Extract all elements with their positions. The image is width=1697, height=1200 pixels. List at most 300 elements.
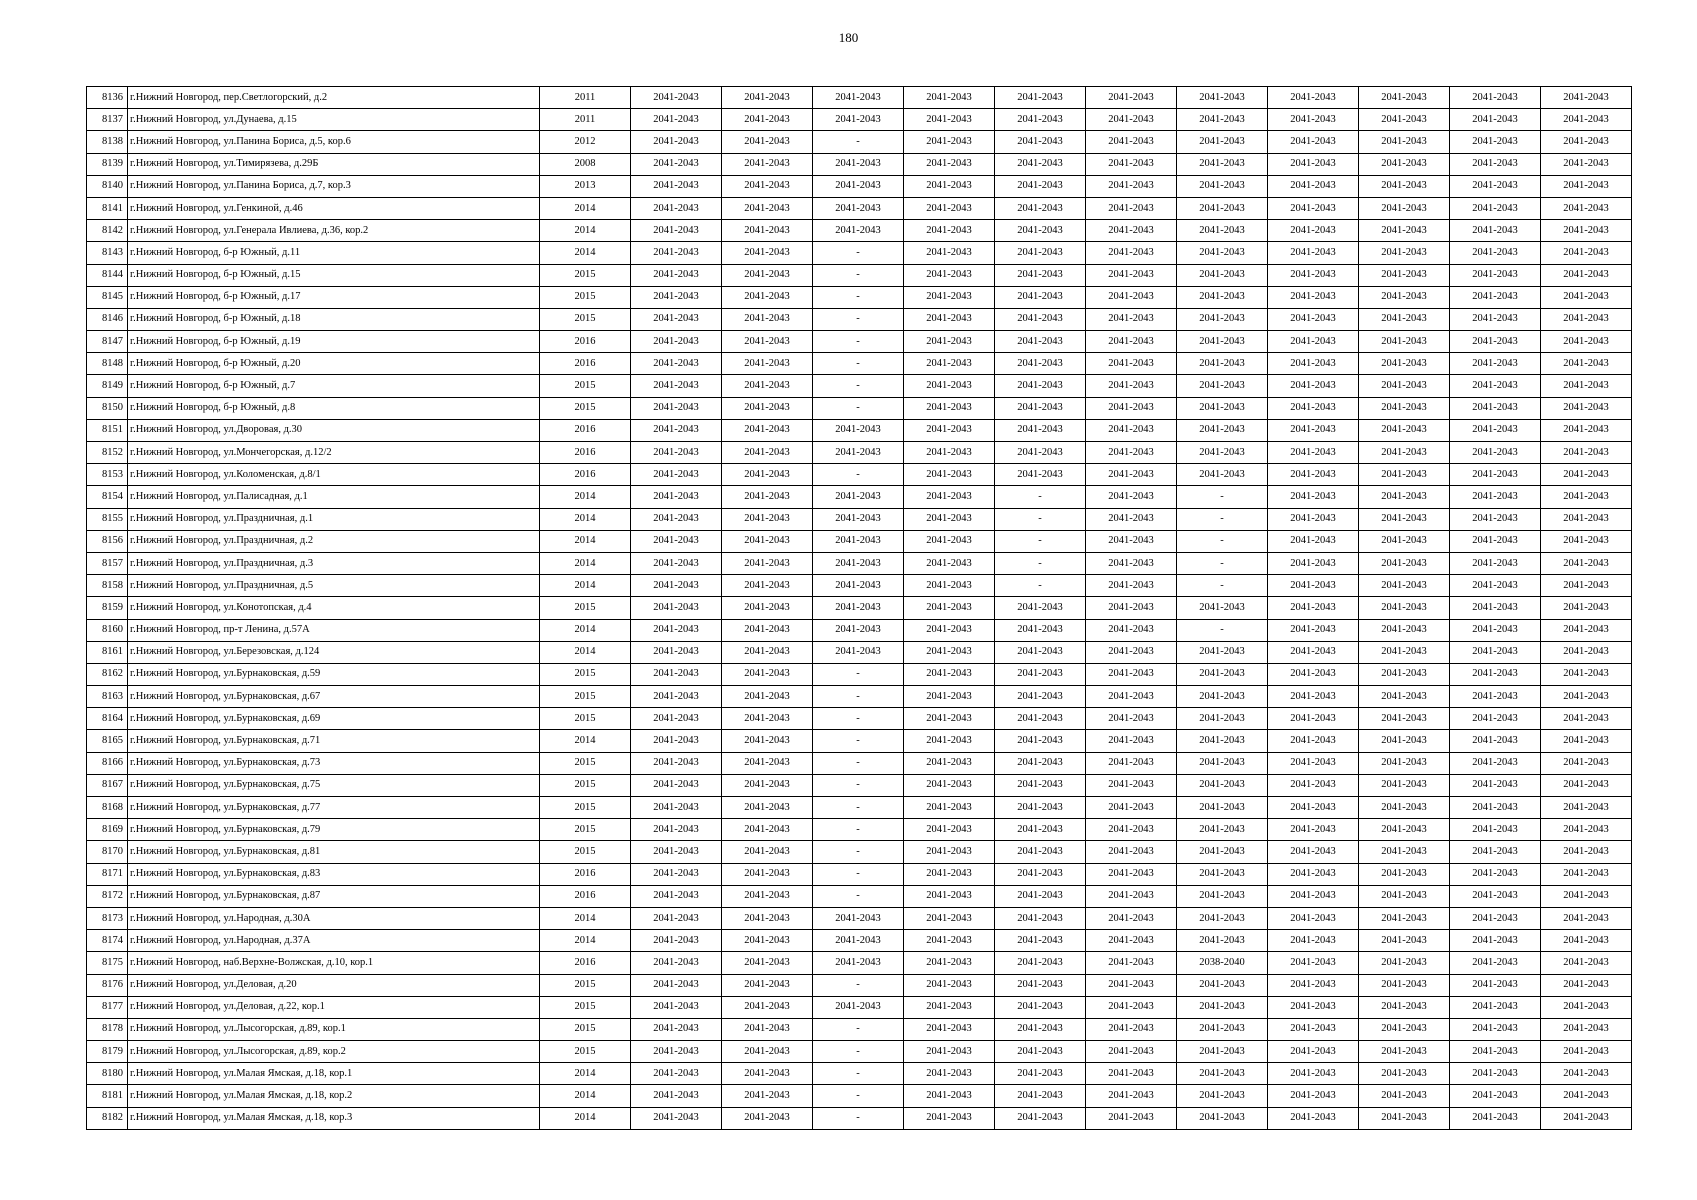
period-cell: - bbox=[813, 885, 904, 907]
period-cell: 2041-2043 bbox=[1450, 442, 1541, 464]
period-cell: 2041-2043 bbox=[1177, 774, 1268, 796]
period-cell: 2041-2043 bbox=[631, 885, 722, 907]
period-cell: 2041-2043 bbox=[995, 375, 1086, 397]
period-cell: - bbox=[813, 1018, 904, 1040]
period-cell: 2041-2043 bbox=[1177, 87, 1268, 109]
period-cell: 2041-2043 bbox=[1541, 819, 1632, 841]
period-cell: 2041-2043 bbox=[995, 841, 1086, 863]
period-cell: 2041-2043 bbox=[1086, 885, 1177, 907]
period-cell: 2041-2043 bbox=[1359, 530, 1450, 552]
period-cell: 2041-2043 bbox=[1359, 663, 1450, 685]
table-row bbox=[87, 575, 1632, 597]
period-cell: 2041-2043 bbox=[813, 197, 904, 219]
year-cell: 2011 bbox=[540, 109, 631, 131]
year-cell: 2015 bbox=[540, 996, 631, 1018]
period-cell: 2041-2043 bbox=[1086, 153, 1177, 175]
period-cell: 2041-2043 bbox=[722, 464, 813, 486]
row-number-cell: 8168 bbox=[87, 797, 128, 819]
period-cell: 2041-2043 bbox=[904, 220, 995, 242]
period-cell: 2041-2043 bbox=[1541, 952, 1632, 974]
table-row bbox=[87, 619, 1632, 641]
row-number-cell: 8149 bbox=[87, 375, 128, 397]
period-cell: 2041-2043 bbox=[813, 220, 904, 242]
period-cell: 2041-2043 bbox=[1541, 175, 1632, 197]
row-number-cell: 8138 bbox=[87, 131, 128, 153]
period-cell: - bbox=[813, 974, 904, 996]
period-cell: 2041-2043 bbox=[1450, 175, 1541, 197]
table-row bbox=[87, 885, 1632, 907]
address-cell: г.Нижний Новгород, ул.Лысогорская, д.89, кор.2 bbox=[128, 1041, 540, 1063]
period-cell: 2041-2043 bbox=[813, 175, 904, 197]
period-cell: 2041-2043 bbox=[1359, 552, 1450, 574]
table-row bbox=[87, 486, 1632, 508]
period-cell: 2041-2043 bbox=[995, 1063, 1086, 1085]
table-row bbox=[87, 286, 1632, 308]
period-cell: 2041-2043 bbox=[1268, 1085, 1359, 1107]
period-cell: 2041-2043 bbox=[904, 619, 995, 641]
row-number-cell: 8176 bbox=[87, 974, 128, 996]
period-cell: 2041-2043 bbox=[995, 597, 1086, 619]
period-cell: 2041-2043 bbox=[995, 442, 1086, 464]
year-cell: 2008 bbox=[540, 153, 631, 175]
period-cell: 2041-2043 bbox=[631, 752, 722, 774]
address-cell: г.Нижний Новгород, ул.Бурнаковская, д.69 bbox=[128, 708, 540, 730]
table-row bbox=[87, 708, 1632, 730]
period-cell: 2041-2043 bbox=[1268, 131, 1359, 153]
table-row bbox=[87, 730, 1632, 752]
period-cell: 2041-2043 bbox=[722, 375, 813, 397]
address-cell: г.Нижний Новгород, ул.Березовская, д.124 bbox=[128, 641, 540, 663]
period-cell: 2041-2043 bbox=[1086, 641, 1177, 663]
period-cell: 2041-2043 bbox=[631, 1018, 722, 1040]
table-row bbox=[87, 597, 1632, 619]
period-cell: 2041-2043 bbox=[813, 996, 904, 1018]
period-cell: 2041-2043 bbox=[995, 308, 1086, 330]
period-cell: 2041-2043 bbox=[1268, 109, 1359, 131]
period-cell: - bbox=[813, 286, 904, 308]
row-number-cell: 8175 bbox=[87, 952, 128, 974]
period-cell: 2041-2043 bbox=[1268, 797, 1359, 819]
row-number-cell: 8159 bbox=[87, 597, 128, 619]
period-cell: 2041-2043 bbox=[1541, 774, 1632, 796]
period-cell: 2041-2043 bbox=[1450, 663, 1541, 685]
period-cell: 2041-2043 bbox=[1541, 153, 1632, 175]
period-cell: 2041-2043 bbox=[1541, 641, 1632, 663]
period-cell: 2041-2043 bbox=[722, 1107, 813, 1129]
period-cell: 2041-2043 bbox=[722, 530, 813, 552]
period-cell: 2041-2043 bbox=[1268, 819, 1359, 841]
period-cell: 2041-2043 bbox=[1177, 375, 1268, 397]
year-cell: 2014 bbox=[540, 530, 631, 552]
address-cell: г.Нижний Новгород, ул.Тимирязева, д.29Б bbox=[128, 153, 540, 175]
period-cell: 2041-2043 bbox=[1086, 353, 1177, 375]
period-cell: 2041-2043 bbox=[1359, 264, 1450, 286]
period-cell: 2041-2043 bbox=[995, 153, 1086, 175]
period-cell: 2041-2043 bbox=[1450, 419, 1541, 441]
period-cell: 2041-2043 bbox=[904, 353, 995, 375]
period-cell: 2041-2043 bbox=[1086, 220, 1177, 242]
address-cell: г.Нижний Новгород, ул.Бурнаковская, д.83 bbox=[128, 863, 540, 885]
period-cell: 2041-2043 bbox=[1450, 708, 1541, 730]
period-cell: - bbox=[813, 397, 904, 419]
year-cell: 2015 bbox=[540, 375, 631, 397]
period-cell: 2041-2043 bbox=[1450, 1018, 1541, 1040]
period-cell: 2041-2043 bbox=[813, 552, 904, 574]
row-number-cell: 8147 bbox=[87, 331, 128, 353]
period-cell: 2041-2043 bbox=[904, 1085, 995, 1107]
period-cell: 2041-2043 bbox=[1359, 153, 1450, 175]
period-cell: 2041-2043 bbox=[722, 552, 813, 574]
period-cell: 2041-2043 bbox=[904, 885, 995, 907]
address-cell: г.Нижний Новгород, пер.Светлогорский, д.2 bbox=[128, 87, 540, 109]
table-row bbox=[87, 686, 1632, 708]
period-cell: 2041-2043 bbox=[995, 686, 1086, 708]
table-row bbox=[87, 1018, 1632, 1040]
year-cell: 2016 bbox=[540, 419, 631, 441]
period-cell: - bbox=[813, 730, 904, 752]
period-cell: 2041-2043 bbox=[1177, 331, 1268, 353]
period-cell: 2041-2043 bbox=[995, 930, 1086, 952]
period-cell: 2041-2043 bbox=[1359, 708, 1450, 730]
period-cell: 2041-2043 bbox=[1086, 996, 1177, 1018]
period-cell: 2041-2043 bbox=[1086, 1018, 1177, 1040]
row-number-cell: 8153 bbox=[87, 464, 128, 486]
row-number-cell: 8140 bbox=[87, 175, 128, 197]
period-cell: 2041-2043 bbox=[1268, 286, 1359, 308]
table-row bbox=[87, 131, 1632, 153]
period-cell: 2041-2043 bbox=[1086, 442, 1177, 464]
year-cell: 2014 bbox=[540, 552, 631, 574]
address-cell: г.Нижний Новгород, ул.Бурнаковская, д.71 bbox=[128, 730, 540, 752]
period-cell: 2041-2043 bbox=[1359, 619, 1450, 641]
period-cell: 2041-2043 bbox=[904, 1041, 995, 1063]
period-cell: 2041-2043 bbox=[722, 797, 813, 819]
year-cell: 2014 bbox=[540, 730, 631, 752]
table-row bbox=[87, 1085, 1632, 1107]
period-cell: 2041-2043 bbox=[722, 930, 813, 952]
period-cell: 2041-2043 bbox=[1450, 1085, 1541, 1107]
period-cell: 2041-2043 bbox=[813, 575, 904, 597]
period-cell: 2041-2043 bbox=[1268, 486, 1359, 508]
year-cell: 2014 bbox=[540, 1107, 631, 1129]
period-cell: - bbox=[813, 375, 904, 397]
period-cell: 2041-2043 bbox=[722, 885, 813, 907]
period-cell: 2041-2043 bbox=[1177, 153, 1268, 175]
period-cell: 2041-2043 bbox=[1177, 353, 1268, 375]
table-row bbox=[87, 907, 1632, 929]
period-cell: 2041-2043 bbox=[1086, 508, 1177, 530]
period-cell: 2041-2043 bbox=[995, 220, 1086, 242]
period-cell: 2041-2043 bbox=[1268, 619, 1359, 641]
address-cell: г.Нижний Новгород, наб.Верхне-Волжская, д.10, кор.1 bbox=[128, 952, 540, 974]
address-cell: г.Нижний Новгород, ул.Праздничная, д.2 bbox=[128, 530, 540, 552]
address-cell: г.Нижний Новгород, б-р Южный, д.15 bbox=[128, 264, 540, 286]
period-cell: 2041-2043 bbox=[1086, 87, 1177, 109]
period-cell: 2041-2043 bbox=[1086, 730, 1177, 752]
period-cell: 2041-2043 bbox=[722, 1041, 813, 1063]
period-cell: 2041-2043 bbox=[995, 464, 1086, 486]
address-cell: г.Нижний Новгород, пр-т Ленина, д.57А bbox=[128, 619, 540, 641]
table-row bbox=[87, 197, 1632, 219]
period-cell: 2041-2043 bbox=[1177, 863, 1268, 885]
row-number-cell: 8148 bbox=[87, 353, 128, 375]
year-cell: 2016 bbox=[540, 952, 631, 974]
row-number-cell: 8178 bbox=[87, 1018, 128, 1040]
year-cell: 2015 bbox=[540, 397, 631, 419]
period-cell: 2041-2043 bbox=[1086, 109, 1177, 131]
period-cell: 2041-2043 bbox=[722, 641, 813, 663]
period-cell: 2041-2043 bbox=[1177, 641, 1268, 663]
period-cell: 2041-2043 bbox=[1086, 774, 1177, 796]
year-cell: 2015 bbox=[540, 597, 631, 619]
period-cell: 2041-2043 bbox=[722, 708, 813, 730]
period-cell: 2041-2043 bbox=[904, 641, 995, 663]
period-cell: 2041-2043 bbox=[813, 597, 904, 619]
period-cell: 2041-2043 bbox=[904, 708, 995, 730]
period-cell: 2041-2043 bbox=[1359, 353, 1450, 375]
period-cell: 2041-2043 bbox=[1450, 686, 1541, 708]
period-cell: 2041-2043 bbox=[1450, 353, 1541, 375]
period-cell: 2041-2043 bbox=[1359, 774, 1450, 796]
period-cell: 2041-2043 bbox=[1177, 885, 1268, 907]
period-cell: 2041-2043 bbox=[1541, 242, 1632, 264]
period-cell: 2041-2043 bbox=[631, 619, 722, 641]
address-cell: г.Нижний Новгород, ул.Генерала Ивлиева, д.36, кор.2 bbox=[128, 220, 540, 242]
table-row bbox=[87, 863, 1632, 885]
period-cell: 2041-2043 bbox=[1086, 1041, 1177, 1063]
address-cell: г.Нижний Новгород, ул.Праздничная, д.1 bbox=[128, 508, 540, 530]
address-cell: г.Нижний Новгород, ул.Бурнаковская, д.59 bbox=[128, 663, 540, 685]
period-cell: 2041-2043 bbox=[1086, 397, 1177, 419]
row-number-cell: 8154 bbox=[87, 486, 128, 508]
period-cell: 2041-2043 bbox=[995, 708, 1086, 730]
period-cell: - bbox=[813, 308, 904, 330]
period-cell: 2041-2043 bbox=[631, 819, 722, 841]
period-cell: 2041-2043 bbox=[1268, 464, 1359, 486]
period-cell: 2041-2043 bbox=[722, 197, 813, 219]
period-cell: 2041-2043 bbox=[1541, 885, 1632, 907]
period-cell: 2041-2043 bbox=[1541, 197, 1632, 219]
period-cell: 2041-2043 bbox=[995, 774, 1086, 796]
period-cell: 2041-2043 bbox=[1450, 397, 1541, 419]
period-cell: 2041-2043 bbox=[722, 353, 813, 375]
period-cell: 2041-2043 bbox=[1268, 508, 1359, 530]
period-cell: 2041-2043 bbox=[722, 1085, 813, 1107]
period-cell: 2041-2043 bbox=[1268, 885, 1359, 907]
year-cell: 2014 bbox=[540, 508, 631, 530]
row-number-cell: 8164 bbox=[87, 708, 128, 730]
period-cell: 2041-2043 bbox=[1268, 641, 1359, 663]
period-cell: 2041-2043 bbox=[1086, 131, 1177, 153]
period-cell: - bbox=[1177, 486, 1268, 508]
table-row bbox=[87, 641, 1632, 663]
period-cell: - bbox=[813, 819, 904, 841]
period-cell: 2041-2043 bbox=[1541, 264, 1632, 286]
period-cell: - bbox=[813, 1063, 904, 1085]
period-cell: - bbox=[813, 708, 904, 730]
period-cell: 2041-2043 bbox=[1359, 1018, 1450, 1040]
period-cell: 2041-2043 bbox=[1359, 464, 1450, 486]
period-cell: 2041-2043 bbox=[1450, 819, 1541, 841]
period-cell: 2041-2043 bbox=[995, 1041, 1086, 1063]
period-cell: 2041-2043 bbox=[631, 575, 722, 597]
period-cell: 2041-2043 bbox=[995, 641, 1086, 663]
period-cell: 2041-2043 bbox=[631, 442, 722, 464]
period-cell: 2041-2043 bbox=[1268, 331, 1359, 353]
period-cell: 2041-2043 bbox=[904, 375, 995, 397]
period-cell: 2041-2043 bbox=[904, 930, 995, 952]
period-cell: 2041-2043 bbox=[1541, 797, 1632, 819]
period-cell: 2041-2043 bbox=[631, 353, 722, 375]
period-cell: - bbox=[1177, 552, 1268, 574]
period-cell: 2041-2043 bbox=[1086, 286, 1177, 308]
address-cell: г.Нижний Новгород, ул.Народная, д.37А bbox=[128, 930, 540, 952]
period-cell: 2041-2043 bbox=[1359, 131, 1450, 153]
period-cell: 2041-2043 bbox=[1268, 220, 1359, 242]
period-cell: 2041-2043 bbox=[631, 952, 722, 974]
row-number-cell: 8171 bbox=[87, 863, 128, 885]
period-cell: 2041-2043 bbox=[904, 996, 995, 1018]
period-cell: 2041-2043 bbox=[1541, 442, 1632, 464]
period-cell: 2041-2043 bbox=[1541, 397, 1632, 419]
period-cell: 2041-2043 bbox=[995, 286, 1086, 308]
row-number-cell: 8166 bbox=[87, 752, 128, 774]
address-cell: г.Нижний Новгород, б-р Южный, д.18 bbox=[128, 308, 540, 330]
period-cell: 2041-2043 bbox=[1177, 819, 1268, 841]
period-cell: 2041-2043 bbox=[1268, 397, 1359, 419]
period-cell: 2041-2043 bbox=[904, 397, 995, 419]
period-cell: 2041-2043 bbox=[1541, 220, 1632, 242]
period-cell: 2041-2043 bbox=[722, 264, 813, 286]
period-cell: 2041-2043 bbox=[1359, 996, 1450, 1018]
period-cell: 2041-2043 bbox=[1359, 1063, 1450, 1085]
period-cell: 2041-2043 bbox=[1268, 353, 1359, 375]
period-cell: 2041-2043 bbox=[1359, 308, 1450, 330]
year-cell: 2016 bbox=[540, 442, 631, 464]
address-cell: г.Нижний Новгород, ул.Бурнаковская, д.87 bbox=[128, 885, 540, 907]
period-cell: 2041-2043 bbox=[995, 131, 1086, 153]
row-number-cell: 8172 bbox=[87, 885, 128, 907]
period-cell: 2041-2043 bbox=[1541, 353, 1632, 375]
period-cell: 2041-2043 bbox=[1086, 686, 1177, 708]
address-cell: г.Нижний Новгород, ул.Бурнаковская, д.79 bbox=[128, 819, 540, 841]
year-cell: 2015 bbox=[540, 1018, 631, 1040]
row-number-cell: 8167 bbox=[87, 774, 128, 796]
period-cell: 2041-2043 bbox=[995, 974, 1086, 996]
period-cell: 2041-2043 bbox=[631, 220, 722, 242]
period-cell: - bbox=[1177, 530, 1268, 552]
period-cell: - bbox=[995, 575, 1086, 597]
period-cell: 2041-2043 bbox=[1541, 375, 1632, 397]
period-cell: 2041-2043 bbox=[1450, 375, 1541, 397]
period-cell: 2041-2043 bbox=[1268, 841, 1359, 863]
period-cell: 2041-2043 bbox=[631, 996, 722, 1018]
period-cell: 2041-2043 bbox=[1086, 1085, 1177, 1107]
period-cell: 2041-2043 bbox=[722, 686, 813, 708]
table-row bbox=[87, 1063, 1632, 1085]
period-cell: 2041-2043 bbox=[1268, 774, 1359, 796]
table-row bbox=[87, 397, 1632, 419]
period-cell: 2041-2043 bbox=[995, 175, 1086, 197]
period-cell: 2041-2043 bbox=[995, 242, 1086, 264]
address-cell: г.Нижний Новгород, б-р Южный, д.20 bbox=[128, 353, 540, 375]
period-cell: 2041-2043 bbox=[1541, 930, 1632, 952]
period-cell: 2041-2043 bbox=[904, 486, 995, 508]
period-cell: 2041-2043 bbox=[1541, 109, 1632, 131]
row-number-cell: 8169 bbox=[87, 819, 128, 841]
period-cell: 2041-2043 bbox=[1177, 242, 1268, 264]
period-cell: 2041-2043 bbox=[1541, 974, 1632, 996]
period-cell: 2041-2043 bbox=[631, 841, 722, 863]
address-cell: г.Нижний Новгород, ул.Бурнаковская, д.81 bbox=[128, 841, 540, 863]
period-cell: 2041-2043 bbox=[995, 109, 1086, 131]
year-cell: 2014 bbox=[540, 220, 631, 242]
period-cell: 2041-2043 bbox=[813, 930, 904, 952]
period-cell: 2041-2043 bbox=[1359, 885, 1450, 907]
row-number-cell: 8150 bbox=[87, 397, 128, 419]
period-cell: 2041-2043 bbox=[1177, 752, 1268, 774]
period-cell: 2041-2043 bbox=[631, 153, 722, 175]
period-cell: 2041-2043 bbox=[1086, 464, 1177, 486]
period-cell: 2041-2043 bbox=[1450, 841, 1541, 863]
period-cell: 2041-2043 bbox=[631, 552, 722, 574]
row-number-cell: 8180 bbox=[87, 1063, 128, 1085]
period-cell: 2041-2043 bbox=[1268, 1018, 1359, 1040]
period-cell: 2041-2043 bbox=[1177, 663, 1268, 685]
period-cell: 2041-2043 bbox=[1086, 242, 1177, 264]
period-cell: 2041-2043 bbox=[1268, 686, 1359, 708]
period-cell: 2041-2043 bbox=[722, 153, 813, 175]
address-cell: г.Нижний Новгород, ул.Бурнаковская, д.67 bbox=[128, 686, 540, 708]
row-number-cell: 8144 bbox=[87, 264, 128, 286]
period-cell: 2041-2043 bbox=[1541, 708, 1632, 730]
year-cell: 2015 bbox=[540, 797, 631, 819]
period-cell: 2041-2043 bbox=[1541, 530, 1632, 552]
period-cell: 2041-2043 bbox=[1541, 87, 1632, 109]
period-cell: 2041-2043 bbox=[1450, 508, 1541, 530]
table-row bbox=[87, 752, 1632, 774]
period-cell: 2041-2043 bbox=[631, 1085, 722, 1107]
period-cell: 2041-2043 bbox=[1450, 1041, 1541, 1063]
period-cell: 2041-2043 bbox=[1359, 1085, 1450, 1107]
address-cell: г.Нижний Новгород, ул.Дунаева, д.15 bbox=[128, 109, 540, 131]
period-cell: 2041-2043 bbox=[1177, 797, 1268, 819]
table-row bbox=[87, 87, 1632, 109]
period-cell: 2041-2043 bbox=[1086, 708, 1177, 730]
row-number-cell: 8146 bbox=[87, 308, 128, 330]
period-cell: 2041-2043 bbox=[1177, 974, 1268, 996]
period-cell: 2041-2043 bbox=[904, 1107, 995, 1129]
period-cell: - bbox=[813, 663, 904, 685]
year-cell: 2013 bbox=[540, 175, 631, 197]
period-cell: 2041-2043 bbox=[995, 1107, 1086, 1129]
period-cell: 2041-2043 bbox=[1450, 996, 1541, 1018]
period-cell: 2041-2043 bbox=[995, 197, 1086, 219]
period-cell: 2041-2043 bbox=[1268, 242, 1359, 264]
period-cell: 2041-2043 bbox=[1359, 819, 1450, 841]
period-cell: 2041-2043 bbox=[995, 1018, 1086, 1040]
period-cell: 2041-2043 bbox=[722, 109, 813, 131]
period-cell: 2041-2043 bbox=[1359, 87, 1450, 109]
period-cell: 2041-2043 bbox=[722, 220, 813, 242]
table-row bbox=[87, 109, 1632, 131]
year-cell: 2015 bbox=[540, 708, 631, 730]
period-cell: 2041-2043 bbox=[631, 930, 722, 952]
period-cell: 2041-2043 bbox=[1359, 1107, 1450, 1129]
period-cell: 2041-2043 bbox=[1268, 442, 1359, 464]
period-cell: - bbox=[813, 686, 904, 708]
period-cell: 2041-2043 bbox=[1268, 996, 1359, 1018]
